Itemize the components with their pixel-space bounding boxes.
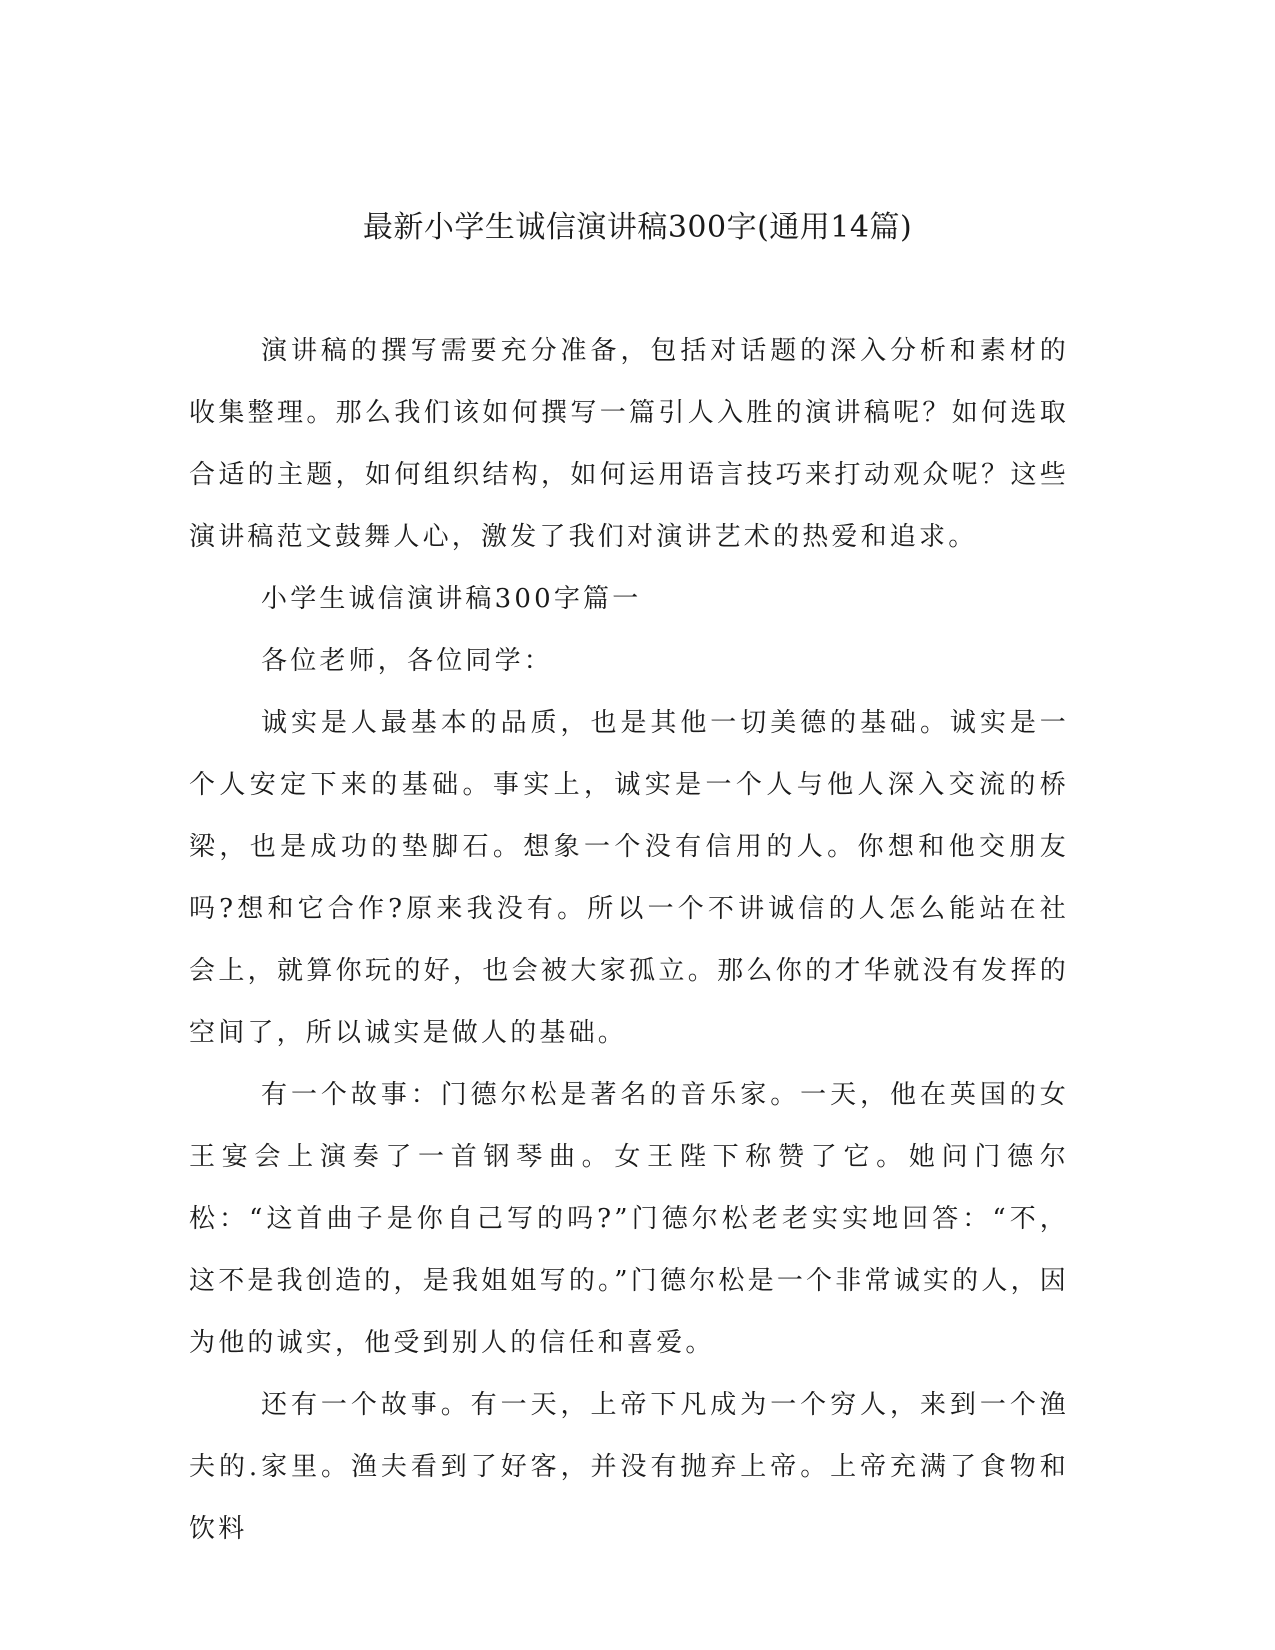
body-paragraph: 还有一个故事。有一天，上帝下凡成为一个穷人，来到一个渔夫的.家里。渔夫看到了好客，并没有抛弃上帝。上帝充满了食物和饮料 (189, 1390, 1069, 1544)
document-body (189, 320, 1069, 1560)
section-heading: 小学生诚信演讲稿300字篇一 (261, 584, 642, 614)
body-paragraph: 有一个故事：门德尔松是著名的音乐家。一天，他在英国的女王宴会上演奏了一首钢琴曲。女王陛下称赞了它。她问门德尔松：“这首曲子是你自己写的吗?”门德尔松老老实实地回答：“不，这不是我创造的，是我姐姐写的。”门德尔松是一个非常诚实的人，因为他的诚实，他受到别人的信任和喜爱。 (189, 1080, 1069, 1358)
document-title: 最新小学生诚信演讲稿300字(通用14篇) (362, 210, 913, 245)
body-paragraph: 诚实是人最基本的品质，也是其他一切美德的基础。诚实是一个人安定下来的基础。事实上，诚实是一个人与他人深入交流的桥梁，也是成功的垫脚石。想象一个没有信用的人。你想和他交朋友吗?想和它合作?原来我没有。所以一个不讲诚信的人怎么能站在社会上，就算你玩的好，也会被大家孤立。那么你的才华就没有发挥的空间了，所以诚实是做人的基础。 (189, 708, 1069, 1048)
salutation: 各位老师，各位同学： (261, 646, 554, 676)
intro-paragraph: 演讲稿的撰写需要充分准备，包括对话题的深入分析和素材的收集整理。那么我们该如何撰写一篇引人入胜的演讲稿呢？如何选取合适的主题，如何组织结构，如何运用语言技巧来打动观众呢？这些演讲稿范文鼓舞人心，激发了我们对演讲艺术的热爱和追求。 (189, 336, 1069, 552)
